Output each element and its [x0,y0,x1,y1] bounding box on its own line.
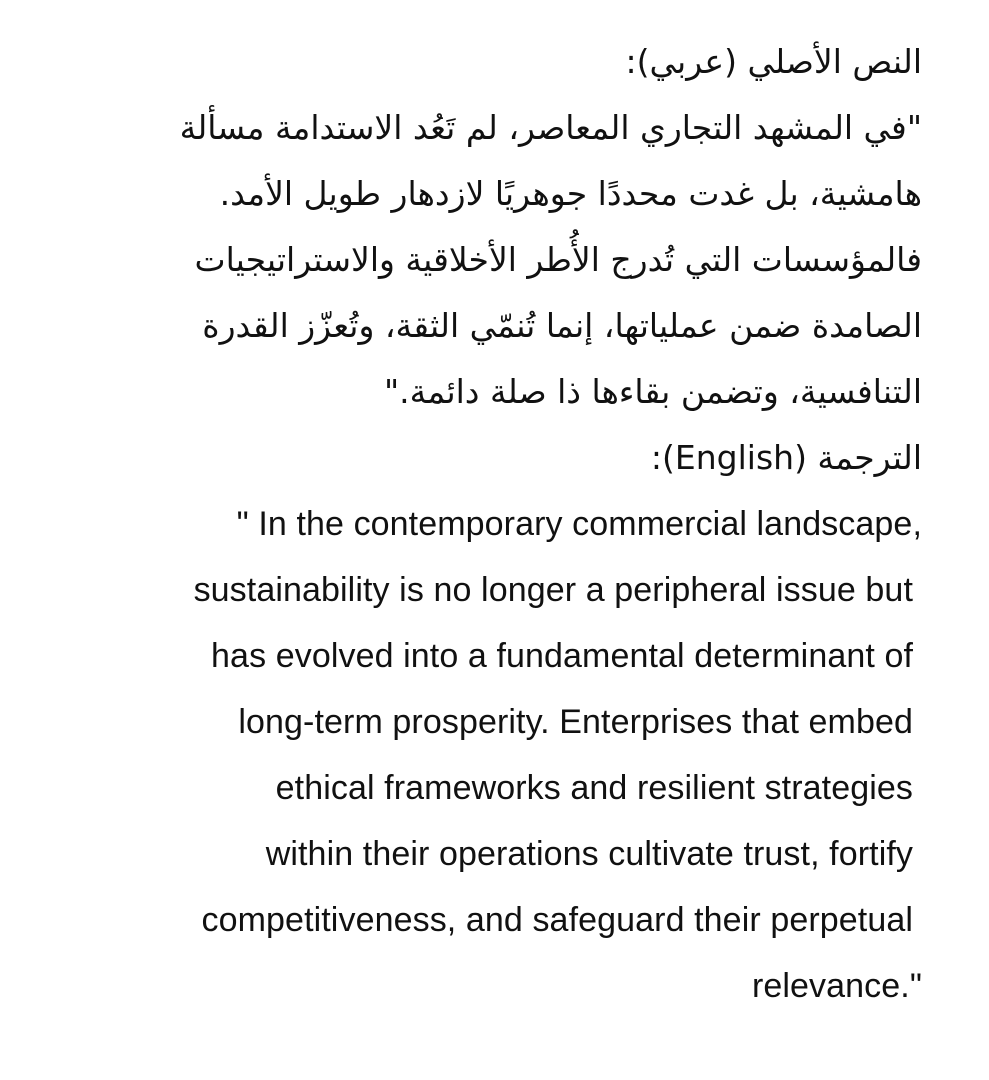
english-line-4: long-term prosperity. Enterprises that embed [238,703,913,741]
english-line-3: has evolved into a fundamental determinant of [211,637,913,675]
english-line-5: ethical frameworks and resilient strategies [275,769,913,807]
arabic-line-1: "في المشهد التجاري المعاصر، لم تَعُد الاستدامة مسألة [179,108,922,147]
arabic-line-4: الصامدة ضمن عملياتها، إنما تُنمّي الثقة، وتُعزّز القدرة [202,306,922,345]
english-line-6: within their operations cultivate trust, fortify [265,835,913,873]
translation-heading: الترجمة (English): [650,438,922,477]
arabic-heading: النص الأصلي (عربي): [625,42,922,81]
english-line-1: " In the contemporary commercial landscape, [236,505,922,543]
english-line-7: competitiveness, and safeguard their perpetual [201,901,913,939]
english-line-2: sustainability is no longer a peripheral issue but [193,571,913,609]
english-line-8: relevance." [751,967,922,1005]
arabic-line-3: فالمؤسسات التي تُدرج الأُطر الأخلاقية والاستراتيجيات [194,240,922,279]
arabic-line-5: التنافسية، وتضمن بقاءها ذا صلة دائمة." [384,372,922,411]
arabic-line-2: هامشية، بل غدت محددًا جوهريًا لازدهار طويل الأمد. [219,174,922,213]
